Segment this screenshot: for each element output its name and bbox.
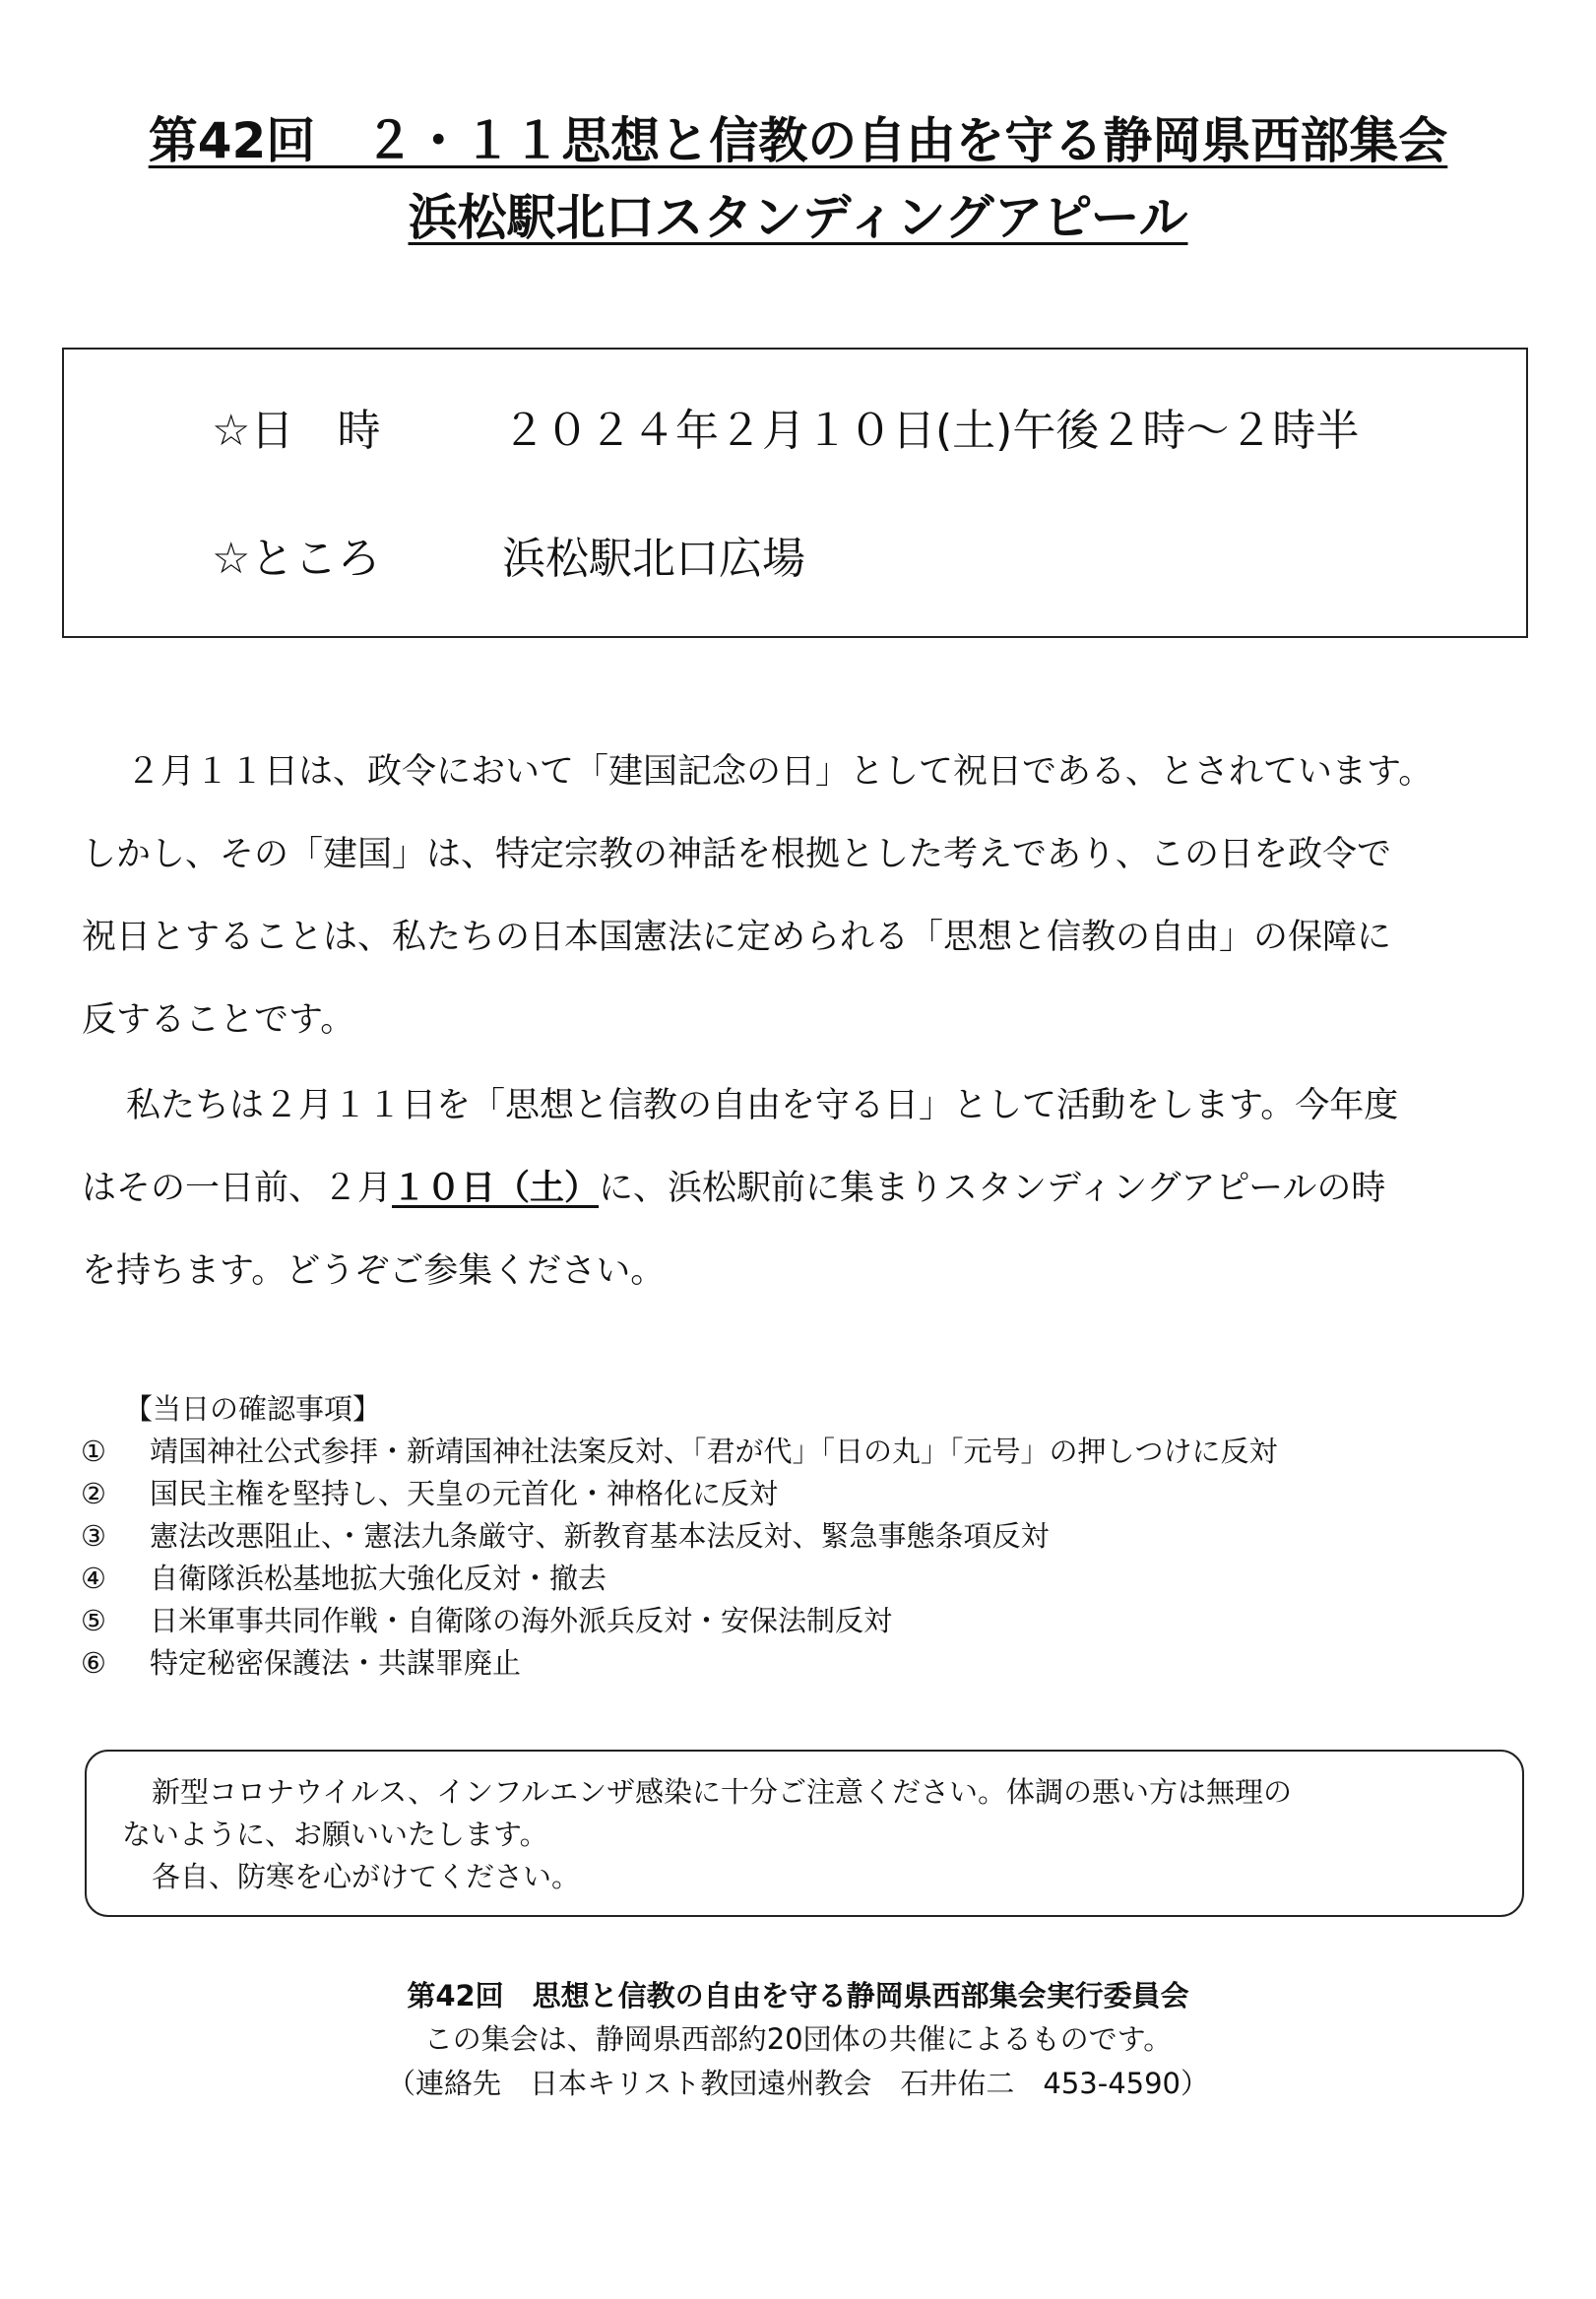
title-line-2-text: 浜松駅北口スタンディングアピール bbox=[408, 189, 1188, 246]
paragraph-1-line-2: しかし、その「建国」は、特定宗教の神話を根拠とした考えであり、この日を政令で bbox=[82, 835, 1392, 874]
paragraph-2-line-3: を持ちます。どうぞご参集ください。 bbox=[82, 1251, 666, 1291]
checklist-item-text: 特定秘密保護法・共謀罪廃止 bbox=[150, 1646, 522, 1680]
checklist-item-text: 自衛隊浜松基地拡大強化反対・撤去 bbox=[150, 1562, 607, 1595]
paragraph-1-line-1: ２月１１日は、政令において「建国記念の日」として祝日である、とされています。 bbox=[126, 752, 1434, 792]
paragraph-2-line-1: 私たちは２月１１日を「思想と信教の自由を守る日」として活動をします。今年度 bbox=[126, 1086, 1399, 1125]
paragraph-1-line-3: 祝日とすることは、私たちの日本国憲法に定められる「思想と信教の自由」の保障に bbox=[82, 918, 1392, 957]
paragraph-2-line-2 bbox=[82, 1147, 1519, 1230]
checklist bbox=[81, 1388, 1518, 1685]
place-label: ☆ところ bbox=[212, 534, 381, 584]
checklist-item bbox=[81, 1600, 1518, 1642]
checklist-item-number: ① bbox=[81, 1435, 106, 1468]
event-info-box bbox=[62, 348, 1528, 638]
checklist-title: 【当日の確認事項】 bbox=[124, 1392, 382, 1426]
title-line-1 bbox=[0, 110, 1596, 171]
checklist-item-text: 国民主権を堅持し、天皇の元首化・神格化に反対 bbox=[150, 1477, 779, 1510]
checklist-item-number: ⑤ bbox=[81, 1604, 106, 1637]
checklist-item-number: ② bbox=[81, 1477, 106, 1510]
title-line-1-text: 第42回 ２・１１思想と信教の自由を守る静岡県西部集会 bbox=[148, 112, 1448, 169]
highlighted-date: １０日（土） bbox=[392, 1169, 600, 1208]
paragraph-2-line-2-pre: はその一日前、２月 bbox=[82, 1169, 393, 1208]
checklist-item-number: ④ bbox=[81, 1562, 106, 1595]
checklist-item-number: ③ bbox=[81, 1519, 106, 1553]
organizer-name: 第42回 思想と信教の自由を守る静岡県西部集会実行委員会 bbox=[407, 1979, 1189, 2012]
checklist-item bbox=[81, 1473, 1518, 1515]
cosponsor-note: この集会は、静岡県西部約20団体の共催によるものです。 bbox=[423, 2022, 1173, 2056]
checklist-item bbox=[81, 1558, 1518, 1600]
checklist-item-text: 日米軍事共同作戦・自衛隊の海外派兵反対・安保法制反対 bbox=[150, 1604, 893, 1637]
notice-line-1: 新型コロナウイルス、インフルエンザ感染に十分ご注意ください。体調の悪い方は無理の bbox=[152, 1775, 1292, 1809]
place-value: 浜松駅北口広場 bbox=[502, 534, 805, 584]
checklist-item bbox=[81, 1515, 1518, 1558]
title-line-2 bbox=[0, 187, 1596, 248]
paragraph-1-line-4: 反することです。 bbox=[82, 1000, 355, 1040]
checklist-item bbox=[81, 1431, 1518, 1473]
paragraph-1 bbox=[82, 731, 1519, 1061]
checklist-item-text: 靖国神社公式参拝・新靖国神社法案反対、「君が代」「日の丸」「元号」の押しつけに反対 bbox=[150, 1435, 1278, 1468]
datetime-value: ２０２４年２月１０日(土)午後２時～２時半 bbox=[502, 406, 1360, 456]
checklist-item-number: ⑥ bbox=[81, 1646, 106, 1680]
datetime-row bbox=[212, 404, 1521, 459]
contact-info: （連絡先 日本キリスト教団遠州教会 石井佑二 453-4590） bbox=[386, 2067, 1210, 2100]
notice-line-3: 各自、防寒を心がけてください。 bbox=[152, 1860, 581, 1893]
notice-box bbox=[85, 1750, 1524, 1917]
checklist-item-text: 憲法改悪阻止、・憲法九条厳守、新教育基本法反対、緊急事態条項反対 bbox=[150, 1519, 1050, 1553]
paragraph-2-line-2-post: に、浜松駅前に集まりスタンディングアピールの時 bbox=[599, 1169, 1386, 1208]
place-row bbox=[212, 532, 1521, 587]
datetime-label: ☆日 時 bbox=[212, 406, 381, 456]
notice-line-2: ないように、お願いいたします。 bbox=[122, 1818, 548, 1851]
paragraph-2 bbox=[82, 1064, 1519, 1312]
checklist-item bbox=[81, 1642, 1518, 1685]
